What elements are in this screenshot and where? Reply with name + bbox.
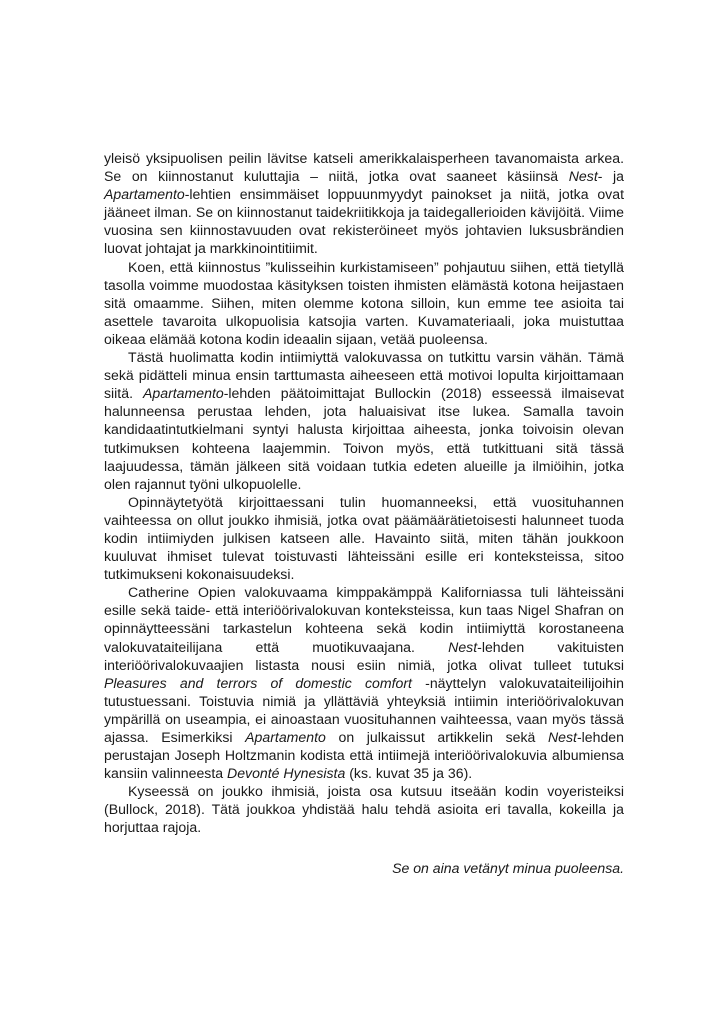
- text-segment: (ks. kuvat 35 ja 36).: [345, 765, 473, 782]
- text-segment: -näyttelyn valokuvataiteilijoihin tutustuessani. Toistuvia nimiä ja yllättäviä yhteyksiä intiimin interiöörivalokuvan ympärillä on useampia, ei ainoastaan vuosituhannen vaihteessa, vaan myös tässä ajassa. Esimerkiksi: [104, 674, 624, 745]
- text-segment: Koen, että kiinnostus ”kulisseihin kurkistamiseen” pohjautuu siihen, että tietyllä tasolla voimme muodostaa käsityksen toisten ihmisten elämästä kotona heijastaen sitä omaamme. Siihen, miten olemme kotona silloin, kun emme tee asioita tai asettele tavaroita ulkopuolisia katsojia varten. Kuvamateriaali, joka muistuttaa oikeaa elämää kotona kodin ideaalin sijaan, vetää puoleensa.: [104, 258, 624, 347]
- text-segment: - ja: [597, 168, 624, 185]
- italic-text: Pleasures and terrors of domestic comfort: [104, 674, 412, 691]
- text-segment: -lehden perustajan Joseph Holtzmanin kodista että intiimejä interiöörivalokuvia albumiensa kansiin valinneesta: [104, 729, 624, 782]
- text-segment: -lehden päätoimittajat Bullockin (2018) esseessä ilmaisevat halunneensa perustaa lehden, jota haluaisivat itse lukea. Samalla tavoin kandidaatintutkielmani syntyi halusta kirjoittaa aiheesta, jonka toivoisin olevan tutkimuksen kohteena laajemmin. Toivon myös, että tutkittuani sitä tässä laajuudessa, tämän jälkeen sitä voidaan tutkia edeten alueille ja ilmiöihin, jotka olen rajannut työni ulkopuolelle.: [104, 385, 624, 492]
- italic-text: Apartamento: [245, 729, 326, 745]
- italic-text: Nest: [448, 638, 478, 655]
- text-segment: -lehtien ensimmäiset loppuunmyydyt painokset ja niitä, jotka ovat jääneet ilman. Se on kiinnostanut taidekriitikkoja ja taidegallerioiden kävijöitä. Viime vuosina sen kiinnostavuuden ovat rekisteröineet myös johtavien luksusbrändien luovat johtajat ja markkinointitiimit.: [104, 186, 624, 257]
- text-segment: Kyseessä on joukko ihmisiä, joista osa kutsuu itseään kodin voyeristeiksi (Bullock, 2018). Tätä joukkoa yhdistää halu tehdä asioita eri tavalla, kokeilla ja horjuttaa rajoja.: [104, 783, 624, 836]
- paragraph: [104, 493, 624, 583]
- paragraph: [104, 149, 624, 258]
- paragraph: [104, 583, 624, 782]
- italic-text: Nest: [568, 168, 598, 185]
- paragraph: [104, 258, 624, 348]
- text-segment: Tästä huolimatta kodin intiimiyttä valokuvassa on tutkittu varsin vähän. Tämä sekä pidätteli minua ensin tarttumasta aiheeseen että motivoi lopulta kirjoittamaan siitä.: [104, 349, 624, 402]
- paragraph: [104, 348, 624, 493]
- body-text: [104, 149, 624, 837]
- text-segment: Opinnäytetyötä kirjoittaessani tulin huomanneeksi, että vuosituhannen vaihteessa on ollut joukko ihmisiä, jotka ovat päämäärätietoisesti halunneet tuoda kodin intiimiyden julkisen katseen alle. Havainto siitä, miten tähän joukkoon kuuluvat ihmiset tulevat toistuvasti lähteissäni esille eri konteksteissa, sitoo tutkimukseni kokonaisuudeksi.: [104, 493, 624, 583]
- text-segment: on julkaissut artikkelin sekä: [325, 729, 548, 745]
- text-segment: yleisö yksipuolisen peilin lävitse katseli amerikkalaisperheen tavanomaista arkea. Se on kiinnostanut kuluttajia – niitä, jotka ovat saaneet käsiinsä: [104, 150, 624, 185]
- text-segment: Catherine Opien valokuvaama kimppakämppä Kaliforniassa tuli lähteissäni esille sekä taide- että interiöörivalokuvan konteksteissa, kun taas Nigel Shafran on opinnäytteessäni tarkastelun kohteena sekä kodin intiimiyttä korostaneena valokuvataiteilijana että muotikuvaajana.: [104, 584, 624, 655]
- italic-text: Apartamento: [104, 186, 185, 203]
- closing-quote: Se on aina vetänyt minua puoleensa.: [392, 860, 624, 876]
- italic-text: Apartamento: [143, 385, 224, 402]
- italic-text: Devonté Hynesista: [227, 765, 346, 782]
- italic-text: Nest: [547, 729, 577, 745]
- paragraph: [104, 782, 624, 836]
- text-segment: -lehden vakituisten interiöörivalokuvaajien listasta nousi esiin nimiä, jotka olivat tulleet tutuksi: [104, 638, 624, 673]
